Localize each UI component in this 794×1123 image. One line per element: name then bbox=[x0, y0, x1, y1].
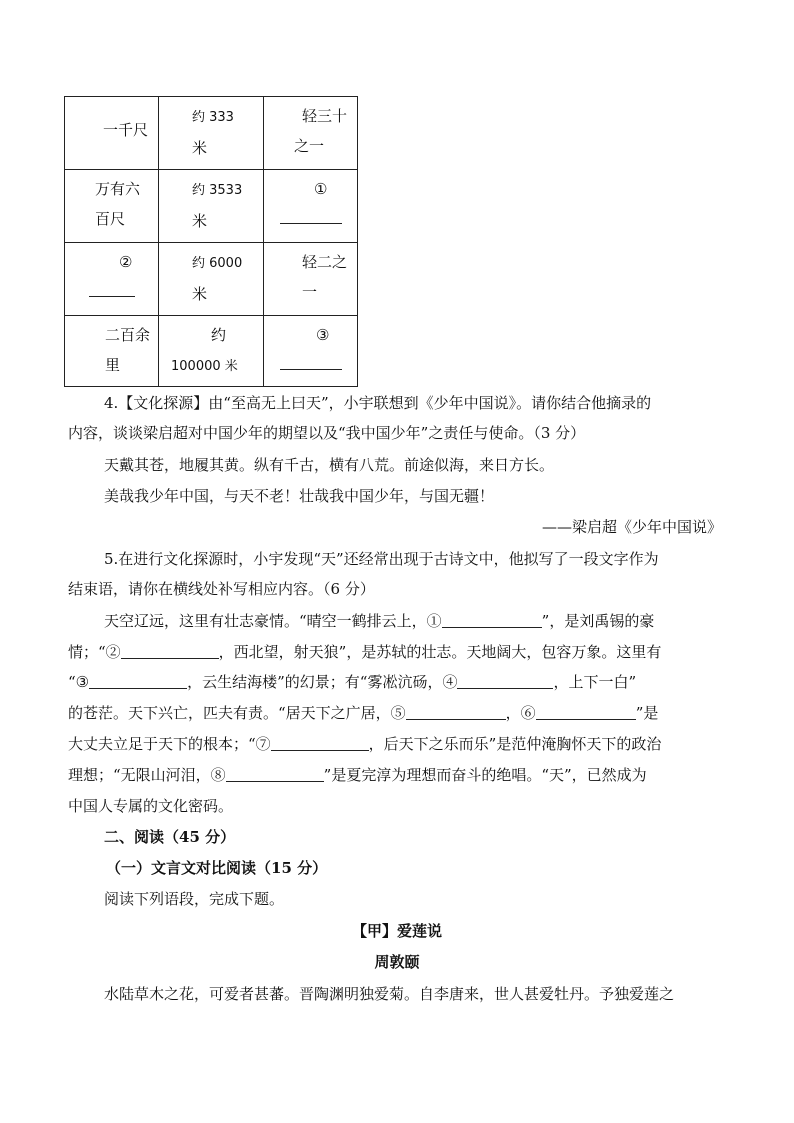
cell-text: 轻三十 bbox=[302, 107, 348, 125]
answer-blank-p7[interactable] bbox=[271, 734, 369, 751]
table-cell bbox=[264, 316, 358, 387]
text-segment: ”是夏完淳为理想而奋斗的绝唱。“天”，已然成为 bbox=[323, 766, 647, 784]
text-segment: ”是 bbox=[635, 704, 659, 722]
comparison-table bbox=[64, 96, 358, 387]
table-row bbox=[65, 316, 358, 387]
text-segment: 大丈夫立足于天下的根本；“⑦ bbox=[68, 735, 271, 753]
cell-text: 约 3533 bbox=[192, 183, 243, 198]
text-segment: ，西北望，射天狼”，是苏轼的壮志。天地阔大，包容万象。这里有 bbox=[218, 643, 662, 661]
cell-text: 约 bbox=[211, 326, 227, 344]
q5-prompt-line-1: 5.在进行文化探源时，小宇发现“天”还经常出现于古诗文中，他拟写了一段文字作为 bbox=[104, 550, 659, 568]
answer-blank-p4[interactable] bbox=[457, 672, 553, 689]
cell-text: 二百余 bbox=[105, 326, 151, 344]
table-row bbox=[65, 170, 358, 243]
instruction-text: 阅读下列语段，完成下题。 bbox=[104, 890, 285, 908]
cell-text: 米 bbox=[192, 212, 208, 230]
cell-text: ① bbox=[314, 180, 328, 198]
table-cell bbox=[264, 243, 358, 316]
q5-paragraph-line-7: 中国人专属的文化密码。 bbox=[68, 797, 234, 815]
answer-blank-3[interactable] bbox=[280, 355, 342, 370]
table-cell bbox=[264, 170, 358, 243]
cell-text: 米 bbox=[192, 285, 208, 303]
answer-blank-p1[interactable] bbox=[442, 611, 542, 628]
cell-text: 万有六 bbox=[95, 180, 141, 198]
table-cell bbox=[159, 170, 264, 243]
cell-text: 之一 bbox=[294, 137, 325, 155]
text-segment: ，后天下之乐而乐”是范仲淹胸怀天下的政治 bbox=[368, 735, 662, 753]
cell-text: ② bbox=[119, 253, 133, 271]
text-segment: 天空辽远，这里有壮志豪情。“晴空一鹤排云上，① bbox=[104, 612, 442, 630]
text-segment: ，上下一白” bbox=[553, 673, 637, 691]
text-segment: 理想；“无限山河泪，⑧ bbox=[68, 766, 226, 784]
q5-paragraph-line-1 bbox=[104, 606, 764, 636]
answer-blank-p6[interactable] bbox=[536, 703, 636, 720]
subsection-heading: （一）文言文对比阅读（15 分） bbox=[106, 859, 328, 877]
table-cell bbox=[65, 170, 159, 243]
q4-quote-line-1: 天戴其苍，地履其黄。纵有千古，横有八荒。前途似海，来日方长。 bbox=[104, 456, 555, 474]
q5-paragraph-line-3 bbox=[68, 667, 728, 697]
cell-text: 约 333 bbox=[192, 110, 234, 125]
table-cell bbox=[65, 316, 159, 387]
table-row bbox=[65, 97, 358, 170]
answer-blank-p8[interactable] bbox=[226, 765, 324, 782]
text-segment: “③ bbox=[68, 673, 90, 691]
text-segment: ”，是刘禹锡的豪 bbox=[541, 612, 655, 630]
table-cell bbox=[65, 97, 159, 170]
cell-text: 100000 米 bbox=[171, 359, 238, 374]
cell-text: 一千尺 bbox=[103, 121, 149, 139]
cell-text: 米 bbox=[192, 139, 208, 157]
cell-text: 约 6000 bbox=[192, 256, 243, 271]
q5-paragraph-line-2 bbox=[68, 637, 728, 667]
cell-text: 百尺 bbox=[95, 210, 126, 228]
table-cell bbox=[65, 243, 159, 316]
table-cell bbox=[159, 316, 264, 387]
essay-title: 【甲】爱莲说 bbox=[351, 922, 442, 940]
answer-blank-1[interactable] bbox=[280, 209, 342, 224]
text-segment: ，⑥ bbox=[505, 704, 536, 722]
table-cell bbox=[159, 243, 264, 316]
text-segment: 的苍茫。天下兴亡，匹夫有责。“居天下之广居，⑤ bbox=[68, 704, 406, 722]
text-segment: 情；“② bbox=[68, 643, 121, 661]
cell-text: 一 bbox=[302, 283, 318, 301]
q5-prompt-line-2: 结束语，请你在横线处补写相应内容。（6 分） bbox=[68, 580, 375, 598]
answer-blank-p3[interactable] bbox=[89, 672, 187, 689]
essay-text-line-1: 水陆草木之花，可爱者甚蕃。晋陶渊明独爱菊。自李唐来，世人甚爱牡丹。予独爱莲之 bbox=[104, 985, 675, 1003]
table-row bbox=[65, 243, 358, 316]
q4-source: ——梁启超《少年中国说》 bbox=[541, 518, 722, 536]
table-cell bbox=[159, 97, 264, 170]
q5-paragraph-line-4 bbox=[68, 698, 728, 728]
q5-paragraph-line-6 bbox=[68, 760, 728, 790]
q4-quote-line-2: 美哉我少年中国，与天不老！壮哉我中国少年，与国无疆！ bbox=[104, 487, 495, 505]
answer-blank-2[interactable] bbox=[89, 282, 135, 297]
q4-prompt-line-1: 4.【文化探源】由“至高无上曰天”，小宇联想到《少年中国说》。请你结合他摘录的 bbox=[104, 394, 652, 412]
answer-blank-p5[interactable] bbox=[406, 703, 506, 720]
cell-text: 轻二之 bbox=[302, 253, 348, 271]
answer-blank-p2[interactable] bbox=[121, 642, 219, 659]
cell-text: 里 bbox=[105, 356, 121, 374]
q4-prompt-line-2: 内容，谈谈梁启超对中国少年的期望以及“我中国少年”之责任与使命。（3 分） bbox=[68, 424, 586, 442]
essay-author: 周敦颐 bbox=[374, 953, 420, 971]
table-cell bbox=[264, 97, 358, 170]
q5-paragraph-line-5 bbox=[68, 729, 728, 759]
cell-text: ③ bbox=[316, 326, 330, 344]
section-heading: 二、阅读（45 分） bbox=[104, 828, 236, 846]
text-segment: ，云生结海楼”的幻景；有“雾凇沆砀，④ bbox=[187, 673, 458, 691]
